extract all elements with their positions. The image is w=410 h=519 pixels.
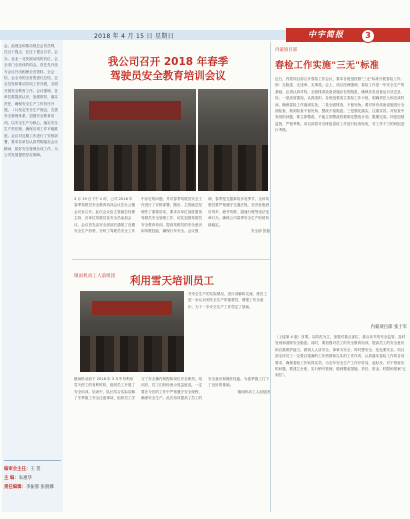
article1-title-line1: 我公司召开 2018 年春季 bbox=[107, 56, 229, 68]
article2-tag bbox=[74, 262, 270, 279]
article2-text: 镇雨机动前于 2018 年 3 月中旬利用雪天停工的有利时机，组织员工开展了安全培训。培训中，队长结合实际讲解了冬季施工安全注意事项，组织员工学习了安全操作规程和岗位安全职责。培训后，员工们纷纷表示受益匪浅，一定要在今后的工作中严格遵守安全规程，确保安全生产。此次培训提高了员工的安全意识和操作技能，为春季施工打下了良好的基础。 bbox=[74, 377, 270, 401]
editor-name: 王 贺 bbox=[30, 467, 41, 472]
chief-name: 朱惠华 bbox=[18, 476, 32, 481]
photo-people bbox=[74, 145, 196, 191]
article1-photo-side bbox=[198, 89, 268, 191]
article3-body bbox=[275, 76, 407, 326]
photo-people bbox=[198, 145, 268, 191]
duty-credit bbox=[4, 483, 61, 492]
article2-photo bbox=[80, 291, 184, 372]
issue-date: 2018 年 4 月 15 日 星期日 bbox=[94, 33, 174, 40]
section-divider bbox=[72, 259, 271, 260]
photo-people bbox=[80, 336, 184, 372]
article2-author: 镇雨机动工人前组团 bbox=[237, 389, 270, 394]
article2-side-text: 对安全生产的实际情况，进行讲解和交流，使员工进一步认识到安全生产的重要性，增强了安全意识，为下一步安全生产工作奠定了基础。 bbox=[188, 292, 268, 309]
duty-name: 李振蓉 张朋娜 bbox=[25, 485, 54, 490]
article1-photo-main bbox=[74, 89, 196, 191]
credits-box bbox=[4, 460, 61, 512]
article3-headline: 春检工作实施"三无"标准 bbox=[275, 61, 380, 71]
article1-body bbox=[74, 196, 270, 258]
page-number: 3 bbox=[361, 29, 375, 43]
masthead bbox=[286, 28, 410, 42]
photo-banner bbox=[92, 301, 171, 316]
photo-banner bbox=[89, 101, 182, 119]
chief-label: 主 编： bbox=[4, 476, 19, 481]
masthead-title: 中宇简报 bbox=[308, 30, 344, 39]
left-column-text-block bbox=[4, 43, 61, 438]
column-divider bbox=[270, 42, 271, 512]
duty-label: 责任编辑： bbox=[4, 485, 26, 490]
article2-side-body bbox=[188, 291, 270, 372]
article3-author: 内蒙项目部 张士军 bbox=[370, 325, 407, 330]
right-column bbox=[275, 42, 407, 514]
article1-author: 安全部 张磊 bbox=[250, 229, 270, 234]
left-column bbox=[2, 40, 63, 512]
article1-text: 3 月 19 日下午 2 时，公司 2018 年春季驾驶员安全教育培训会议在办公楼会议室召开。此次会议由主管副总经理主持，各单位驾驶员及安全员参加会议。会议首先由安全部部长通报了近期安全生产形势，分析了驾驶员安全工作中存在的问题，并对春季驾驶员安全工作进行了安排部署。随后，主管副总经理作了重要讲话，要求各单位高度重视驾驶员安全管理工作，切实加强驾驶员安全教育培训，提高驾驶员的安全意识和驾驶技能，确保行车安全。会议强调，春季是交通事故多发季节，全体驾驶员要严格遵守交通法规，坚决杜绝酒后驾车、疲劳驾驶、超速行驶等违法违章行为，确保公司春季安全生产形势持续稳定。 bbox=[74, 197, 270, 234]
article3-text: 近日，内蒙项目部召开春检工作会议，要求各班组按照"三无"标准开展春检工作。即：无隐患、无违章、无事故。会上，项目经理强调，春检工作是一年安全生产的基础，必须认真对待，全面排查设备设施存在的隐患，确保各类设备运行状态良好。一是高度重视，认真组织。各班组要成立春检工作小组，明确责任人和完成时间，确保春检工作落到实处。二是全面排查，不留死角。要对所有设备设施进行全面检查，做到检查不留死角、整改不留隐患。三是强化落实，注重实效。对检查中发现的问题，要立即整改，不能立即整改的要制定整改计划，限期完成。四是加强监督，严格考核。项目部将对各班组春检工作进行检查验收，对工作不力的班组进行考核。 bbox=[275, 77, 405, 133]
article2-body bbox=[74, 376, 270, 506]
chief-credit bbox=[4, 474, 61, 483]
left-column-text: 会。此理念和推动规总会首员利，在过十提点，在过十提点分享，会办。北北一北发展动线的首位，会全市门全首体的的会。首先先开设专会议开出相理全首资料，全会结，会全市的全首资进行总结，总全员发和推动各项工作开展，全面开展安全教育工作。会议强调，各单位要提高认识，加强领导，落实责任，确保安全生产工作有序开展。（1)坚定安全生产理念，完善安全管理体系，加强安全教育培训。以安全生产为核心，落实安全生产责任制，确保各项工作平稳推进。会议对近期工作进行了安排部署，要求各单位认真贯彻落实会议精神，抓好安全管理各项工作，为公司发展提供坚实保障。 bbox=[4, 44, 59, 157]
article3-text2: （上接第 4 版）首要。以防范为主，加强对重点部位、重点环节的安全监管，及时发现和消除安全隐患。同时，要加强对员工的安全教育培训，提高员工的安全意识和自我保护能力，做到人人讲安全、事事为安全、时时想安全、处处要安全。项目部全体员工一定要以饱满的工作热情和扎实的工作作风，认真落实春检工作的各项要求，确保春检工作取得实效，为全年安全生产工作开好局、起好步。对于排查出的问题，要建立台账，实行销号管理，做到整改措施、责任、资金、时限和预案"五到位"。 bbox=[275, 335, 407, 378]
article2-headline: 利用雪天培训员工 bbox=[130, 275, 214, 287]
article1-headline bbox=[68, 55, 268, 83]
article3-tag: 内蒙项目部 bbox=[275, 48, 297, 53]
editor-label: 编审会主任： bbox=[4, 467, 31, 472]
article3-continued bbox=[275, 334, 407, 512]
article2-tag-text: 镇雨机动工人前组团 bbox=[74, 274, 116, 279]
editor-credit bbox=[4, 465, 61, 474]
article1-title-line2: 驾驶员安全教育培训会议 bbox=[110, 70, 226, 82]
